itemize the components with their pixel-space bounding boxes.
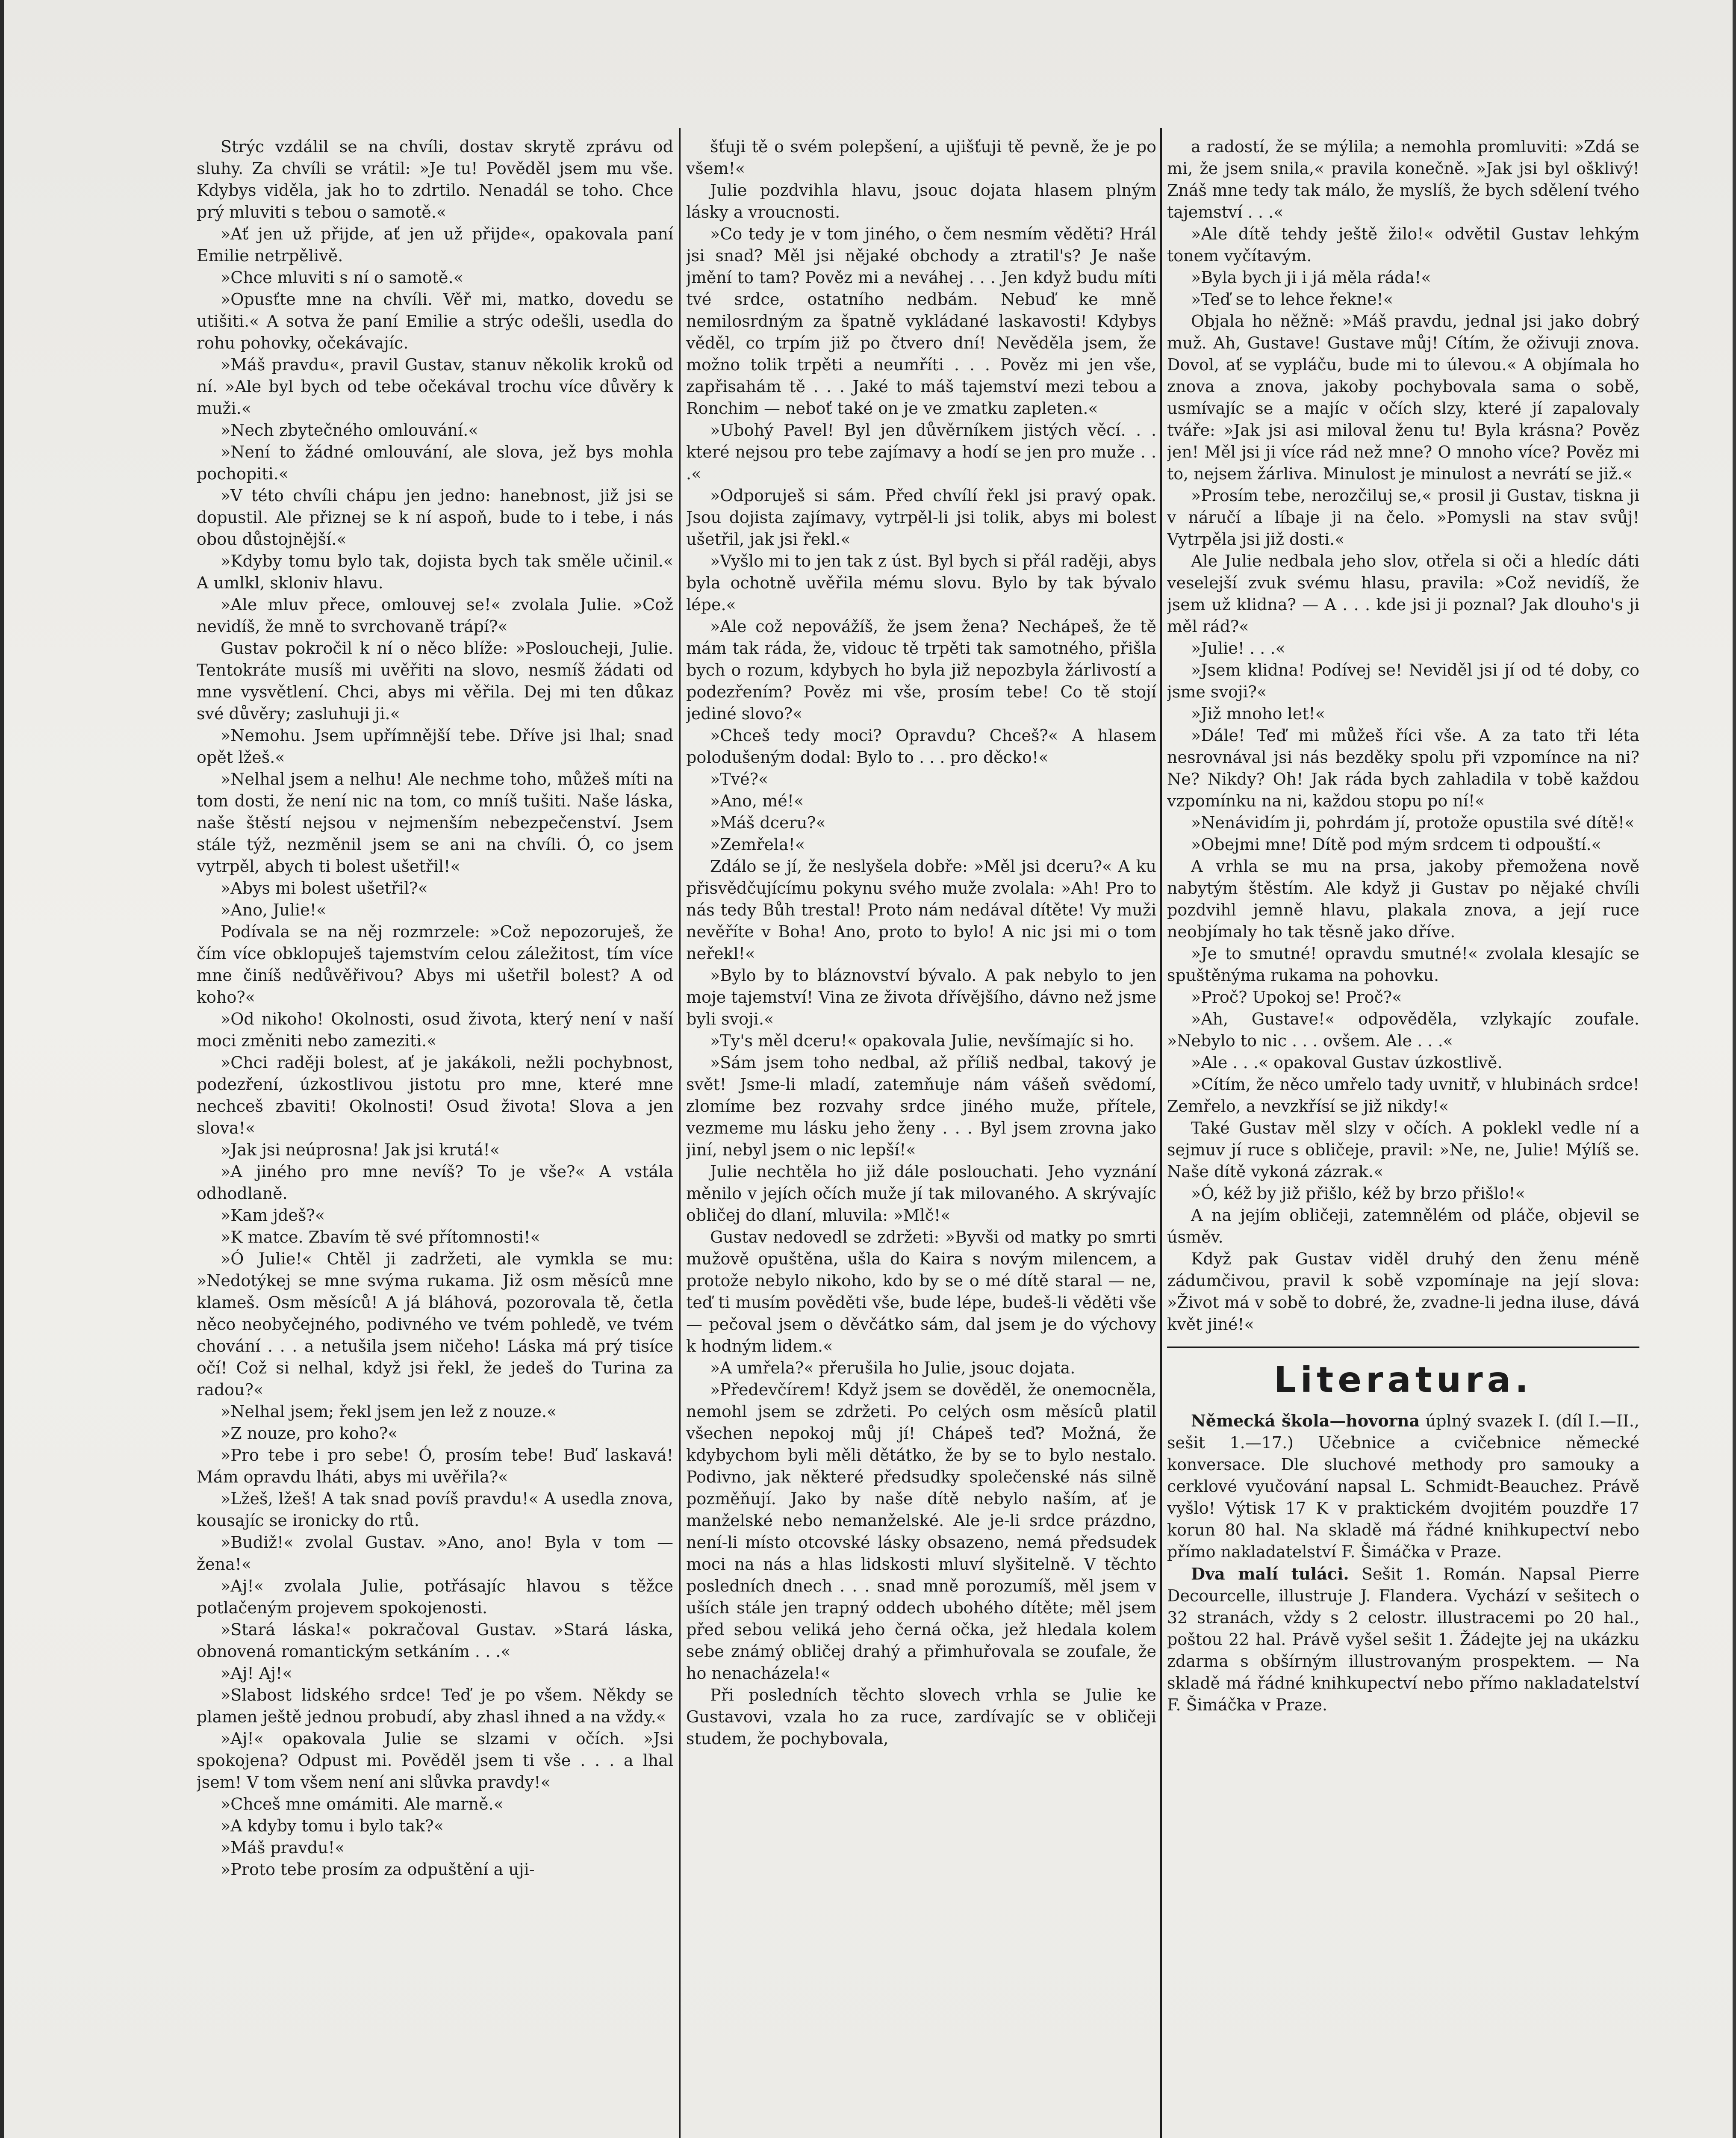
article-paragraph: »Abys mi bolest ušetřil?« (221, 879, 428, 898)
article-paragraph: »Bylo by to bláznovství bývalo. A pak nebylo to jen moje tajemství! Vina ze života dřívějšího, dávno než jsme byli svoji.« (686, 966, 1156, 1028)
article-paragraph: »Ó Julie!« Chtěl ji zadržeti, ale vymkla se mu: »Nedotýkej se mne svýma rukama. Již osm měsíců mne klameš. Osm měsíců! A já bláhová, pozorovala tě, četla něco neobyčejného, podivného ve tvém pohledě, ve tvém chování . . . a netušila jsem ničeho! Láska má prý tisíce očí! Což si nelhal, když jsi řekl, že jedeš do Turina za radou?« (197, 1249, 673, 1399)
article-paragraph: »Lžeš, lžeš! A tak snad povíš pravdu!« A usedla znova, kousajíc se ironicky do rtů. (197, 1489, 673, 1530)
article-paragraph: »Aj!« opakovala Julie se slzami v očích. »Jsi spokojena? Odpust mi. Pověděl jsem ti vše . . . a lhal jsem! V tom všem není ani slůvka pravdy!« (197, 1729, 673, 1792)
article-paragraph: »Máš pravdu!« (221, 1838, 345, 1857)
article-paragraph: »Nemohu. Jsem upřímnější tebe. Dříve jsi lhal; snad opět lžeš.« (197, 726, 673, 767)
article-paragraph: »A jiného pro mne nevíš? To je vše?« A vstála odhodlaně. (197, 1162, 673, 1203)
article-paragraph: »Jsem klidna! Podívej se! Neviděl jsi jí od té doby, co jsme svoji?« (1167, 661, 1639, 701)
article-paragraph: »Ale . . .« opakoval Gustav úzkostlivě. (1191, 1053, 1503, 1072)
article-paragraph: »Ah, Gustave!« odpověděla, vzlykajíc zoufale. »Nebylo to nic . . . ovšem. Ale . . .« (1167, 1010, 1639, 1050)
article-paragraph: »Ale dítě tehdy ještě žilo!« odvětil Gustav lehkým tonem vyčítavým. (1167, 224, 1639, 265)
column-3 (1167, 136, 1639, 2138)
section-divider (1167, 1347, 1639, 1348)
article-paragraph: »Nech zbytečného omlouvání.« (221, 421, 478, 440)
article-paragraph: »Obejmi mne! Dítě pod mým srdcem ti odpouští.« (1191, 835, 1601, 854)
article-paragraph: Gustav pokročil k ní o něco blíže: »Posloucheji, Julie. Tentokráte musíš mi uvěřiti na slovo, nesmíš žádati od mne vysvětlení. Chci, abys mi věřila. Dej mi ten důkaz své důvěry; zasluhuji ji.« (197, 639, 673, 723)
article-paragraph: »Vyšlo mi to jen tak z úst. Byl bych si přál raději, abys byla ochotně uvěřila mému slovu. Bylo by tak bývalo lépe.« (686, 552, 1156, 614)
literature-entry-text: Sešit 1. Román. Napsal Pierre Decourcelle, illustruje J. Flandera. Vychází v sešitech o 32 stranách, vždy s 2 celostr. illustracemi po 20 hal., poštou 22 hal. Právě vyšel sešit 1. Žádejte jej na ukázku zdarma s obšírným illustrovaným prospektem. — Na skladě má řádné knihkupectví nebo přímo nakladatelství F. Šimáčka v Praze. (1167, 1565, 1639, 1714)
article-paragraph: »Ty's měl dceru!« opakovala Julie, nevšímajíc si ho. (710, 1031, 1135, 1050)
article-paragraph: Strýc vzdálil se na chvíli, dostav skrytě zprávu od sluhy. Za chvíli se vrátil: »Je tu! Pověděl jsem mu vše. Kdybys viděla, jak ho to zdrtilo. Nenadál se toho. Chce prý mluviti s tebou o samotě.« (197, 137, 673, 221)
literature-entry-text: úplný svazek I. (díl I.—II., sešit 1.—17.) Učebnice a cvičebnice německé konversace. Dle sluchové methody pro samouky a cerklové vyučování napsal L. Schmidt-Beauchez. Právě vyšlo! Výtisk 17 K v praktickém dvojitém pouzdře 17 korun 80 hal. Na skladě má řádné knihkupectví nebo přímo nakladatelství F. Šimáčka v Praze. (1167, 1412, 1639, 1561)
article-paragraph: »Z nouze, pro koho?« (221, 1424, 398, 1443)
article-paragraph: »A umřela?« přerušila ho Julie, jsouc dojata. (710, 1358, 1076, 1377)
article-paragraph: Když pak Gustav viděl druhý den ženu méně zádumčivou, pravil k sobě vzpomínaje na její slova: »Život má v sobě to dobré, že, zvadne-li jedna iluse, dává květ jiné!« (1167, 1249, 1639, 1334)
article-paragraph: »Chceš mne omámiti. Ale marně.« (221, 1795, 504, 1813)
article-paragraph: »Aj!« zvolala Julie, potřásajíc hlavou s těžce potlačeným projevem spokojenosti. (197, 1577, 673, 1617)
column-rule-2 (1160, 128, 1162, 2138)
column-rule-1 (679, 128, 681, 2138)
article-paragraph: »Ano, Julie!« (221, 901, 327, 919)
article-paragraph: »Sám jsem toho nedbal, až příliš nedbal, takový je svět! Jsme-li mladí, zatemňuje nám vášeň svědomí, zlomíme bez rozvahy srdce jiného muže, přítele, vezmeme mu lásku jeho ženy . . . Byl jsem zrovna jako jiní, nebyl jsem o nic lepší!« (686, 1053, 1156, 1159)
article-paragraph: »Opusťte mne na chvíli. Věř mi, matko, dovedu se utišiti.« A sotva že paní Emilie a strýc odešli, usedla do rohu pohovky, očekávajíc. (197, 290, 673, 352)
article-paragraph: »Tvé?« (710, 770, 769, 788)
article-paragraph: Zdálo se jí, že neslyšela dobře: »Měl jsi dceru?« A ku přisvědčujícímu pokynu svého muže zvolala: »Ah! Pro to nás tedy Bůh trestal! Proto nám nedával dítěte! Vy muži nevěříte v Boha! Ano, proto to bylo! A nic jsi mi o tom neřekl!« (686, 857, 1156, 963)
article-paragraph: »Stará láska!« pokračoval Gustav. »Stará láska, obnovená romantickým setkáním . . .« (197, 1620, 673, 1661)
article-paragraph: »Je to smutné! opravdu smutné!« zvolala klesajíc se spuštěnýma rukama na pohovku. (1167, 944, 1639, 985)
column-2 (686, 136, 1156, 2138)
article-paragraph: »Ó, kéž by již přišlo, kéž by brzo přišlo!« (1191, 1184, 1525, 1203)
article-paragraph: »Chce mluviti s ní o samotě.« (221, 268, 463, 287)
article-paragraph: A vrhla se mu na prsa, jakoby přemožena nově nabytým štěstím. Ale když ji Gustav po nějaké chvíli pozdvihl jemně hlavu, plakala znova, a její ruce neobjímaly ho tak těsně jako dříve. (1167, 857, 1639, 941)
article-paragraph: »Zemřela!« (710, 835, 805, 854)
article-paragraph: a radostí, že se mýlila; a nemohla promluviti: »Zdá se mi, že jsem snila,« pravila konečně. »Jak jsi byl ošklivý! Znáš mne tedy tak málo, že myslíš, že bych sdělení tvého tajemství . . .« (1167, 137, 1639, 221)
article-paragraph: »Budiž!« zvolal Gustav. »Ano, ano! Byla v tom — žena!« (197, 1533, 673, 1574)
article-paragraph: Julie pozdvihla hlavu, jsouc dojata hlasem plným lásky a vroucnosti. (686, 181, 1156, 221)
article-paragraph: »Dále! Teď mi můžeš říci vše. A za tato tři léta nesrovnával jsi nás bezděky spolu při vzpomínce na ni? Ne? Nikdy? Oh! Jak ráda bych zahladila v tobě každou vzpomínku na ni, každou stopu po ní!« (1167, 726, 1639, 810)
article-paragraph: »Chci raději bolest, ať je jakákoli, nežli pochybnost, podezření, úzkostlivou jistotu pro mne, které mne nechceš zbaviti! Okolnosti! Osud života! Slova a jen slova!« (197, 1053, 673, 1137)
article-paragraph: »Máš pravdu«, pravil Gustav, stanuv několik kroků od ní. »Ale byl bych od tebe očekával trochu více důvěry k muži.« (197, 355, 673, 418)
article-paragraph: »Chceš tedy moci? Opravdu? Chceš?« A hlasem polodušeným dodal: Bylo to . . . pro děcko!« (686, 726, 1156, 767)
article-paragraph: Gustav nedovedl se zdržeti: »Byvši od matky po smrti mužově opuštěna, ušla do Kaira s novým milencem, a protože nebylo nikoho, kdo by se o mé dítě staral — ne, teď ti musím pověděti vše, bude lépe, budeš-li věděti vše — pečoval jsem o děvčátko sám, dal jsem je do výchovy k hodným lidem.« (686, 1228, 1156, 1355)
article-paragraph: »Aj! Aj!« (221, 1664, 292, 1683)
literature-entry-title: Dva malí tuláci. (1191, 1564, 1349, 1583)
scan-edge-right (1733, 0, 1736, 2138)
article-paragraph: »Jak jsi neúprosna! Jak jsi krutá!« (221, 1140, 500, 1159)
article-paragraph: »Již mnoho let!« (1191, 704, 1325, 723)
article-paragraph: »Předevčírem! Když jsem se dověděl, že onemocněla, nemohl jsem se zdržeti. Po celých osm měsíců platil všechen nepokoj můj jí! Chápeš teď? Možná, že kdybychom byli měli dětátko, že by se to bylo nestalo. Podivno, jak některé předsudky společenské nás silně pozměňují. Jako by naše dítě nebylo naším, ať je manželské nebo nemanželské. Ale je-li srdce prázdno, není-li místo otcovské lásky obsazeno, nemá předsudek moci na nás a hlas lidskosti mluví slyšitelně. V těchto posledních dnech . . . snad mně porozumíš, měl jsem v uších stále jen trapný oddech ubohého dítěte; měl jsem před sebou veliká jeho černá očka, jež hledala kolem sebe známý obličej drahý a přimhuřovala se zoufale, že ho nenacházela!« (686, 1380, 1156, 1683)
article-paragraph: Také Gustav měl slzy v očích. A poklekl vedle ní a sejmuv jí ruce s obličeje, pravil: »Ne, ne, Julie! Mýlíš se. Naše dítě vykoná zázrak.« (1167, 1119, 1639, 1181)
article-paragraph: »K matce. Zbavím tě své přítomnosti!« (221, 1228, 540, 1246)
article-paragraph: »Odporuješ si sám. Před chvílí řekl jsi pravý opak. Jsou dojista zajímavy, vytrpěl-li jsi tolik, abys mi bolest ušetřil, jak jsi řekl.« (686, 486, 1156, 549)
article-paragraph: »Ale což nepovážíš, že jsem žena? Nechápeš, že tě mám tak ráda, že, vidouc tě trpěti tak samotného, přišla bych o rozum, kdybych ho byla již nepozbyla žárlivostí a podezřením? Pověz mi vše, prosím tebe! Co tě stojí jediné slovo?« (686, 617, 1156, 723)
article-paragraph: »Kam jdeš?« (221, 1206, 325, 1225)
article-paragraph: A na jejím obličeji, zatemnělém od pláče, objevil se úsměv. (1167, 1206, 1639, 1246)
article-paragraph: »Ať jen už přijde, ať jen už přijde«, opakovala paní Emilie netrpělivě. (197, 224, 673, 265)
article-paragraph: »Teď se to lehce řekne!« (1191, 290, 1393, 309)
article-paragraph: »Nelhal jsem a nelhu! Ale nechme toho, můžeš míti na tom dosti, že není nic na tom, co mníš tušiti. Naše láska, naše štěstí nejsou v nejmenším nebezpečenství. Jsem stále týž, nezměnil jsem se ani na chvíli. Ó, co jsem vytrpěl, abych ti bolest ušetřil!« (197, 770, 673, 876)
literature-entry (1167, 1563, 1639, 1716)
article-paragraph: Ale Julie nedbala jeho slov, otřela si oči a hledíc dáti veselejší zvuk svému hlasu, pravila: »Což nevidíš, že jsem už klidna? — A . . . kde jsi ji poznal? Jak dlouho's ji měl rád?« (1167, 552, 1639, 636)
article-paragraph: Při posledních těchto slovech vrhla se Julie ke Gustavovi, vzala ho za ruce, zardívajíc se v obličeji studem, že pochybovala, (686, 1686, 1156, 1748)
article-paragraph: »Kdyby tomu bylo tak, dojista bych tak směle učinil.« A umlkl, skloniv hlavu. (197, 552, 673, 592)
story-continuation (1167, 136, 1639, 1335)
literature-entries (1167, 1410, 1639, 1716)
article-paragraph: »Byla bych ji i já měla ráda!« (1191, 268, 1431, 287)
article-paragraph: »Co tedy je v tom jiného, o čem nesmím věděti? Hrál jsi snad? Měl jsi nějaké obchody a ztratil's? Je naše jmění to tam? Pověz mi a neváhej . . . Jen když budu míti tvé srdce, ostatního nedbám. Nebuď ke mně nemilosrdným za špatně vykládané laskavosti! Kdybys věděl, co trpím již po čtvero dní! Nevěděla jsem, že možno tolik trpěti a neumříti . . . Pověz mi jen vše, zapřisahám tě . . . Jaké to máš tajemství mezi tebou a Ronchim — neboť také on je ve zmatku zapleten.« (686, 224, 1156, 418)
article-paragraph: »Od nikoho! Okolnosti, osud života, který není v naší moci změniti nebo zameziti.« (197, 1010, 673, 1050)
literature-entry (1167, 1410, 1639, 1563)
article-paragraph: »A kdyby tomu i bylo tak?« (221, 1816, 444, 1835)
article-paragraph: »Cítím, že něco umřelo tady uvnitř, v hlubinách srdce! Zemřelo, a nevzkřísí se již nikdy!« (1167, 1075, 1639, 1116)
column-1 (197, 136, 673, 2138)
article-paragraph: šťuji tě o svém polepšení, a ujišťuji tě pevně, že je po všem!« (686, 137, 1156, 178)
scan-edge-left (0, 0, 4, 2138)
article-paragraph: »Není to žádné omlouvání, ale slova, jež bys mohla pochopiti.« (197, 443, 673, 483)
article-paragraph: »Ano, mé!« (710, 791, 804, 810)
article-paragraph: »Ubohý Pavel! Byl jen důvěrníkem jistých věcí. . . které nejsou pro tebe zajímavy a hodí se jen pro muže . . .« (686, 421, 1156, 483)
article-paragraph: »Proč? Upokoj se! Proč?« (1191, 988, 1402, 1007)
article-paragraph: »Nelhal jsem; řekl jsem jen lež z nouze.« (221, 1402, 557, 1421)
article-paragraph: »V této chvíli chápu jen jedno: hanebnost, již jsi se dopustil. Ale přiznej se k ní aspoň, bude to i tebe, i nás obou důstojnější.« (197, 486, 673, 549)
article-paragraph: »Ale mluv přece, omlouvej se!« zvolala Julie. »Což nevidíš, že mně to svrchovaně trápí?« (197, 595, 673, 636)
article-paragraph: »Pro tebe i pro sebe! Ó, prosím tebe! Buď laskavá! Mám opravdu lháti, abys mi uvěřila?« (197, 1446, 673, 1486)
literature-heading: Literatura. (1273, 1360, 1533, 1400)
article-paragraph: Julie nechtěla ho již dále poslouchati. Jeho vyznání měnilo v jejích očích muže jí tak milovaného. A skrývajíc obličej do dlaní, mluvila: »Mlč!« (686, 1162, 1156, 1225)
literature-entry-title: Německá škola—hovorna (1191, 1411, 1420, 1430)
article-paragraph: »Julie! . . .« (1191, 639, 1285, 658)
article-paragraph: Podívala se na něj rozmrzele: »Což nepozoruješ, že čím více obklopuješ tajemstvím celou záležitost, tím více mne činíš nedůvěřivou? Abys mi ušetřil bolest? A od koho?« (197, 922, 673, 1007)
article-paragraph: »Nenávidím ji, pohrdám jí, protože opustila své dítě!« (1191, 813, 1635, 832)
article-paragraph: »Máš dceru?« (710, 813, 826, 832)
article-paragraph: Objala ho něžně: »Máš pravdu, jednal jsi jako dobrý muž. Ah, Gustave! Gustave můj! Cítím, že oživuji znova. Dovol, ať se vypláču, bude mi to úlevou.« A objímala ho znova a znova, jakoby pochybovala sama o sobě, usmívajíc se a majíc v očích slzy, které jí zapalovaly tváře: »Jak jsi asi miloval ženu tu! Byla krásna? Pověz jen! Měl jsi ji více rád než mne? O mnoho více? Pověz mi to, nejsem žárliva. Minulost je minulost a nevrátí se již.« (1167, 312, 1639, 483)
article-paragraph: »Slabost lidského srdce! Teď je po všem. Někdy se plamen ještě jednou probudí, aby zhasl ihned a na vždy.« (197, 1686, 673, 1726)
article-paragraph: »Prosím tebe, nerozčiluj se,« prosil ji Gustav, tiskna ji v náručí a líbaje ji na čelo. »Pomysli na stav svůj! Vytrpěla jsi již dosti.« (1167, 486, 1639, 549)
article-paragraph: »Proto tebe prosím za odpuštění a uji- (221, 1860, 535, 1879)
